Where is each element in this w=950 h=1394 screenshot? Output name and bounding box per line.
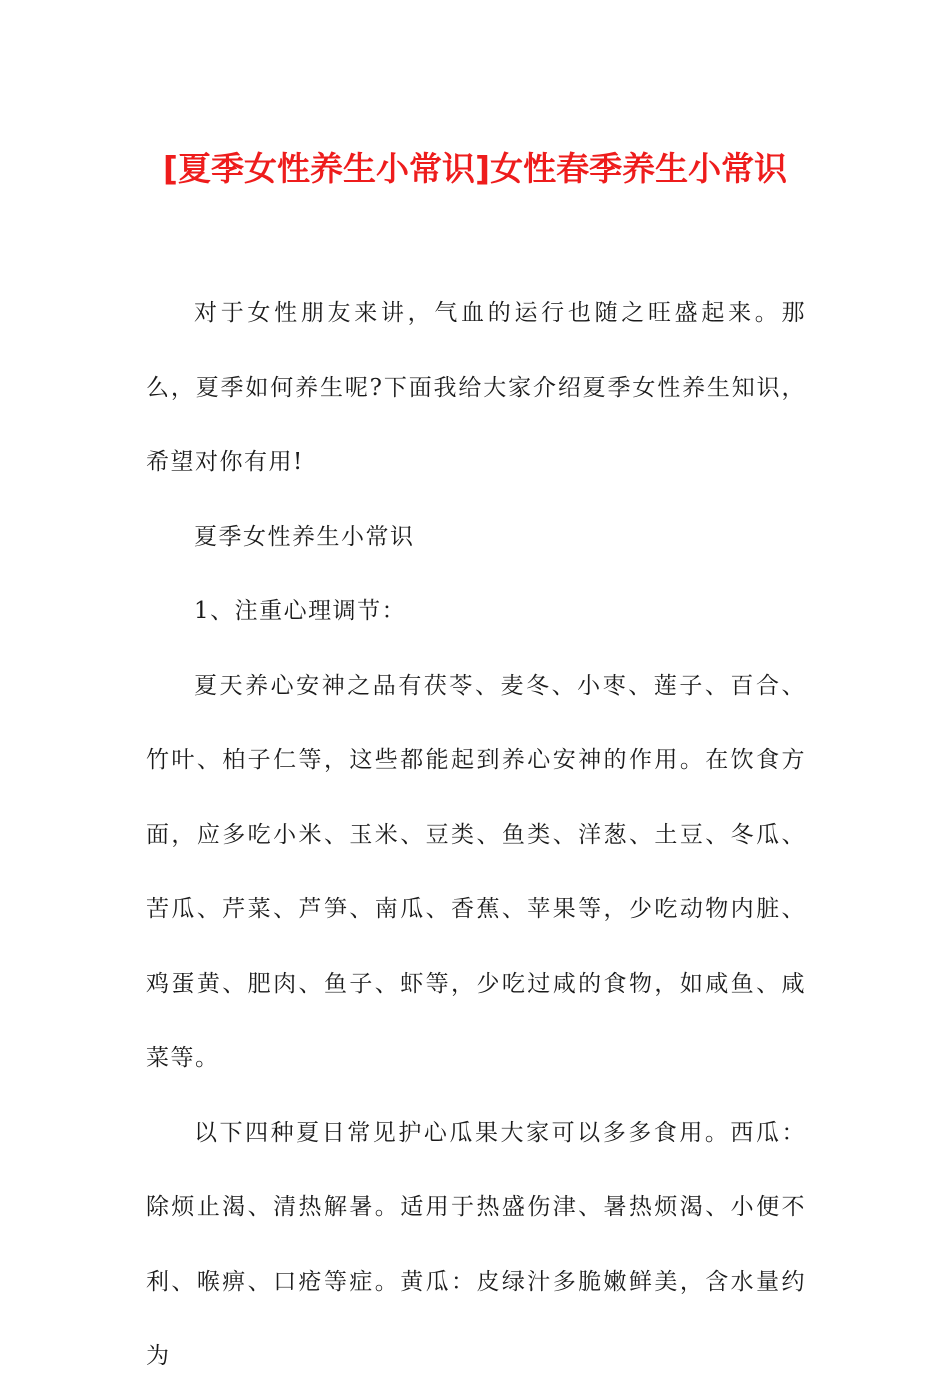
document-title: [夏季女性养生小常识]女性春季养生小常识 — [162, 149, 788, 188]
paragraph-calming-foods: 夏天养心安神之品有茯苓、麦冬、小枣、莲子、百合、竹叶、柏子仁等，这些都能起到养心安神的作用。在饮食方面，应多吃小米、玉米、豆类、鱼类、洋葱、土豆、冬瓜、苦瓜、芹菜、芦笋、南瓜、香蕉、苹果等，少吃动物内脏、鸡蛋黄、肥肉、鱼子、虾等，少吃过咸的食物，如咸鱼、咸菜等。 — [146, 672, 806, 1071]
paragraph-point-1: 1、注重心理调节： — [194, 598, 407, 624]
document-body — [146, 276, 806, 1394]
paragraph-summer-fruits: 以下四种夏日常见护心瓜果大家可以多多食用。西瓜：除烦止渴、清热解暑。适用于热盛伤津、暑热烦渴、小便不利、喉痹、口疮等症。黄瓜：皮绿汁多脆嫩鲜美，含水量约为 — [146, 1119, 806, 1369]
paragraph-section-heading: 夏季女性养生小常识 — [194, 523, 415, 550]
paragraph-intro: 对于女性朋友来讲，气血的运行也随之旺盛起来。那么，夏季如何养生呢?下面我给大家介绍夏季女性养生知识，希望对你有用! — [146, 300, 806, 475]
